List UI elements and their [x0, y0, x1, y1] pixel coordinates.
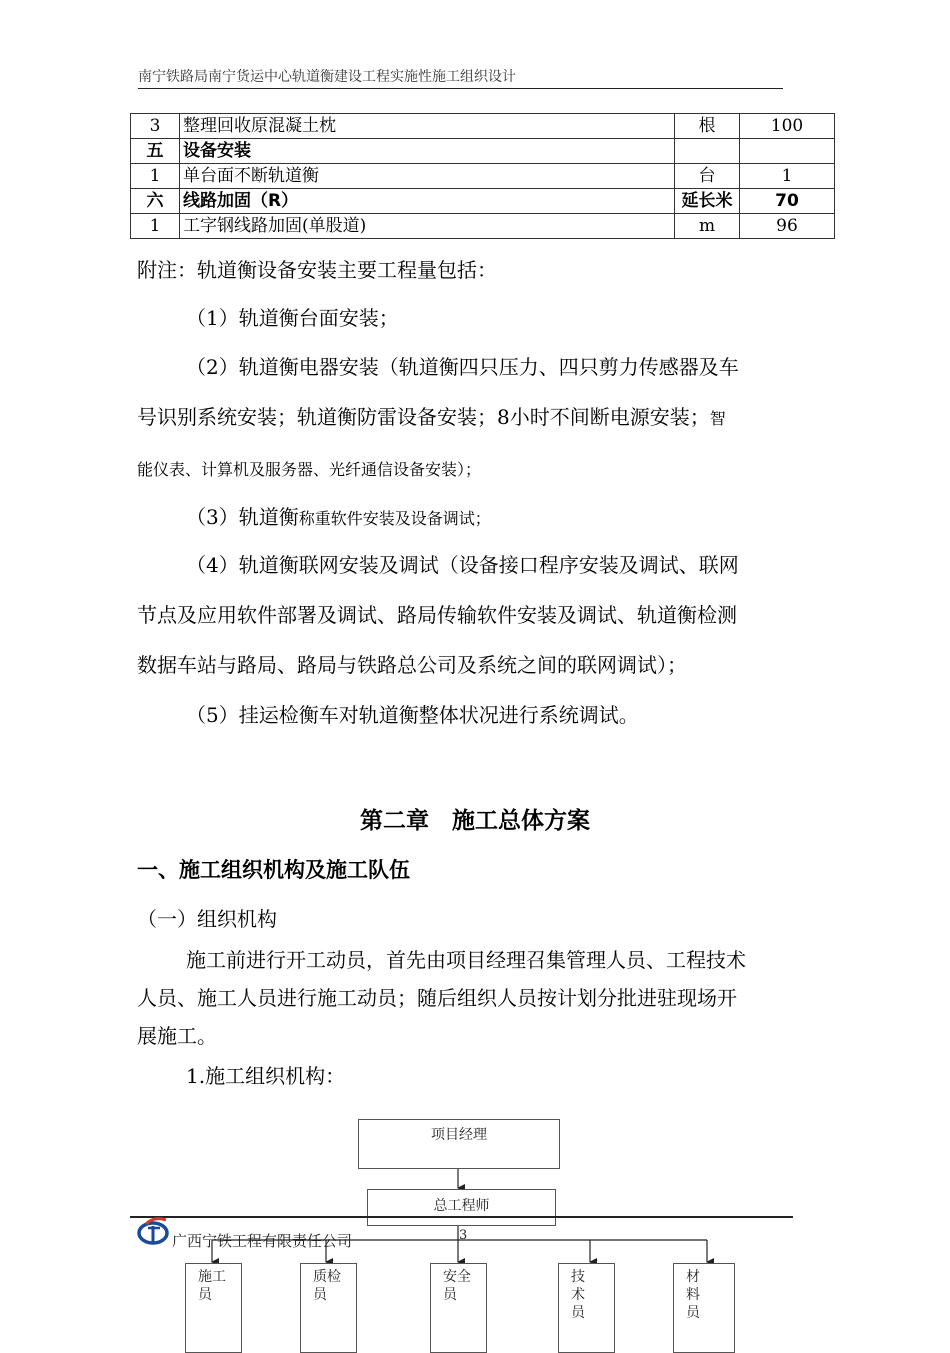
- cell-quantity: 100: [740, 114, 835, 139]
- chapter-title: 第二章 施工总体方案: [360, 808, 590, 834]
- org-role-label-line: 材: [686, 1269, 700, 1285]
- body-line-3: 展施工。: [137, 1024, 217, 1048]
- cell-unit: 台: [675, 164, 740, 189]
- cell-number: 1: [131, 214, 180, 239]
- cell-unit: m: [675, 214, 740, 239]
- org-role-label-line: 技: [571, 1269, 585, 1285]
- note-item-2-line-2-main: 号识别系统安装；轨道衡防雷设备安装；8小时不间断电源安装；: [137, 405, 710, 429]
- section-heading-1: 一、施工组织机构及施工队伍: [137, 858, 410, 882]
- org-label-chief-engineer: 总工程师: [433, 1198, 490, 1214]
- cell-item: 线路加固（R）: [180, 189, 675, 214]
- cell-item: 整理回收原混凝土枕: [180, 114, 675, 139]
- note-item-3-tail: 称重软件安装及设备调试；: [298, 509, 491, 528]
- org-role-label-line: 质检: [313, 1269, 341, 1285]
- cell-number: 3: [131, 114, 180, 139]
- org-role-label-line: 员: [198, 1287, 212, 1303]
- org-role-label-line: 术: [571, 1287, 585, 1303]
- org-role-label-line: 员: [443, 1287, 457, 1303]
- org-box-chief-engineer: [367, 1189, 556, 1226]
- note-item-2-line-1: （2）轨道衡电器安装（轨道衡四只压力、四只剪力传感器及车: [186, 355, 739, 379]
- note-item-4-line-3: 数据车站与路局、路局与铁路总公司及系统之间的联网调试）；: [137, 653, 687, 677]
- cell-item: 设备安装: [180, 139, 675, 164]
- cell-unit: 根: [675, 114, 740, 139]
- org-box-role-2: [300, 1263, 357, 1353]
- org-box-role-5: [673, 1263, 735, 1353]
- note-item-1: （1）轨道衡台面安装；: [186, 306, 399, 330]
- org-box-role-1: [185, 1263, 242, 1353]
- note-item-3-main: （3）轨道衡: [186, 505, 299, 529]
- note-item-5: （5）挂运检衡车对轨道衡整体状况进行系统调试。: [186, 703, 639, 727]
- body-line-2: 人员、施工人员进行施工动员；随后组织人员按计划分批进驻现场开: [137, 986, 737, 1010]
- note-item-2-line-3: 能仪表、计算机及服务器、光纤通信设备安装）；: [137, 460, 482, 479]
- body-line-1: 施工前进行开工动员，首先由项目经理召集管理人员、工程技术: [186, 948, 746, 972]
- note-item-4-line-2: 节点及应用软件部署及调试、路局传输软件安装及调试、轨道衡检测: [137, 603, 737, 627]
- section-heading-2: （一）组织机构: [137, 907, 277, 931]
- org-label-project-manager: 项目经理: [431, 1127, 487, 1143]
- note-title: 附注：轨道衡设备安装主要工程量包括：: [137, 258, 497, 282]
- page-header-title: 南宁铁路局南宁货运中心轨道衡建设工程实施性施工组织设计: [138, 69, 516, 85]
- note-item-4-line-1: （4）轨道衡联网安装及调试（设备接口程序安装及调试、联网: [186, 553, 739, 577]
- cell-quantity: 1: [740, 164, 835, 189]
- footer-company-name: 广西宁铁工程有限责任公司: [172, 1232, 353, 1250]
- cell-item: 工字钢线路加固(单股道): [180, 214, 675, 239]
- cell-number: 1: [131, 164, 180, 189]
- org-role-label-line: 员: [571, 1305, 585, 1321]
- org-role-label-line: 料: [686, 1287, 700, 1303]
- org-box-role-4: [558, 1263, 615, 1353]
- org-role-label-line: 员: [686, 1305, 700, 1321]
- org-box-role-3: [430, 1263, 487, 1353]
- cell-quantity: 70: [740, 189, 835, 214]
- body-line-4: 1.施工组织机构：: [186, 1064, 346, 1088]
- org-box-project-manager: [358, 1119, 560, 1169]
- company-logo-icon: [136, 1214, 172, 1248]
- page-number: 3: [459, 1228, 468, 1243]
- cell-number: 五: [131, 139, 180, 164]
- cell-item: 单台面不断轨道衡: [180, 164, 675, 189]
- org-role-label-line: 安全: [443, 1269, 471, 1285]
- footer-divider: [130, 1216, 793, 1218]
- cell-number: 六: [131, 189, 180, 214]
- org-role-label-line: 施工: [198, 1269, 226, 1285]
- note-item-2-line-2-tail: 智: [709, 409, 726, 428]
- org-role-label-line: 员: [313, 1287, 327, 1303]
- cell-unit: 延长米: [675, 189, 740, 214]
- cell-quantity: 96: [740, 214, 835, 239]
